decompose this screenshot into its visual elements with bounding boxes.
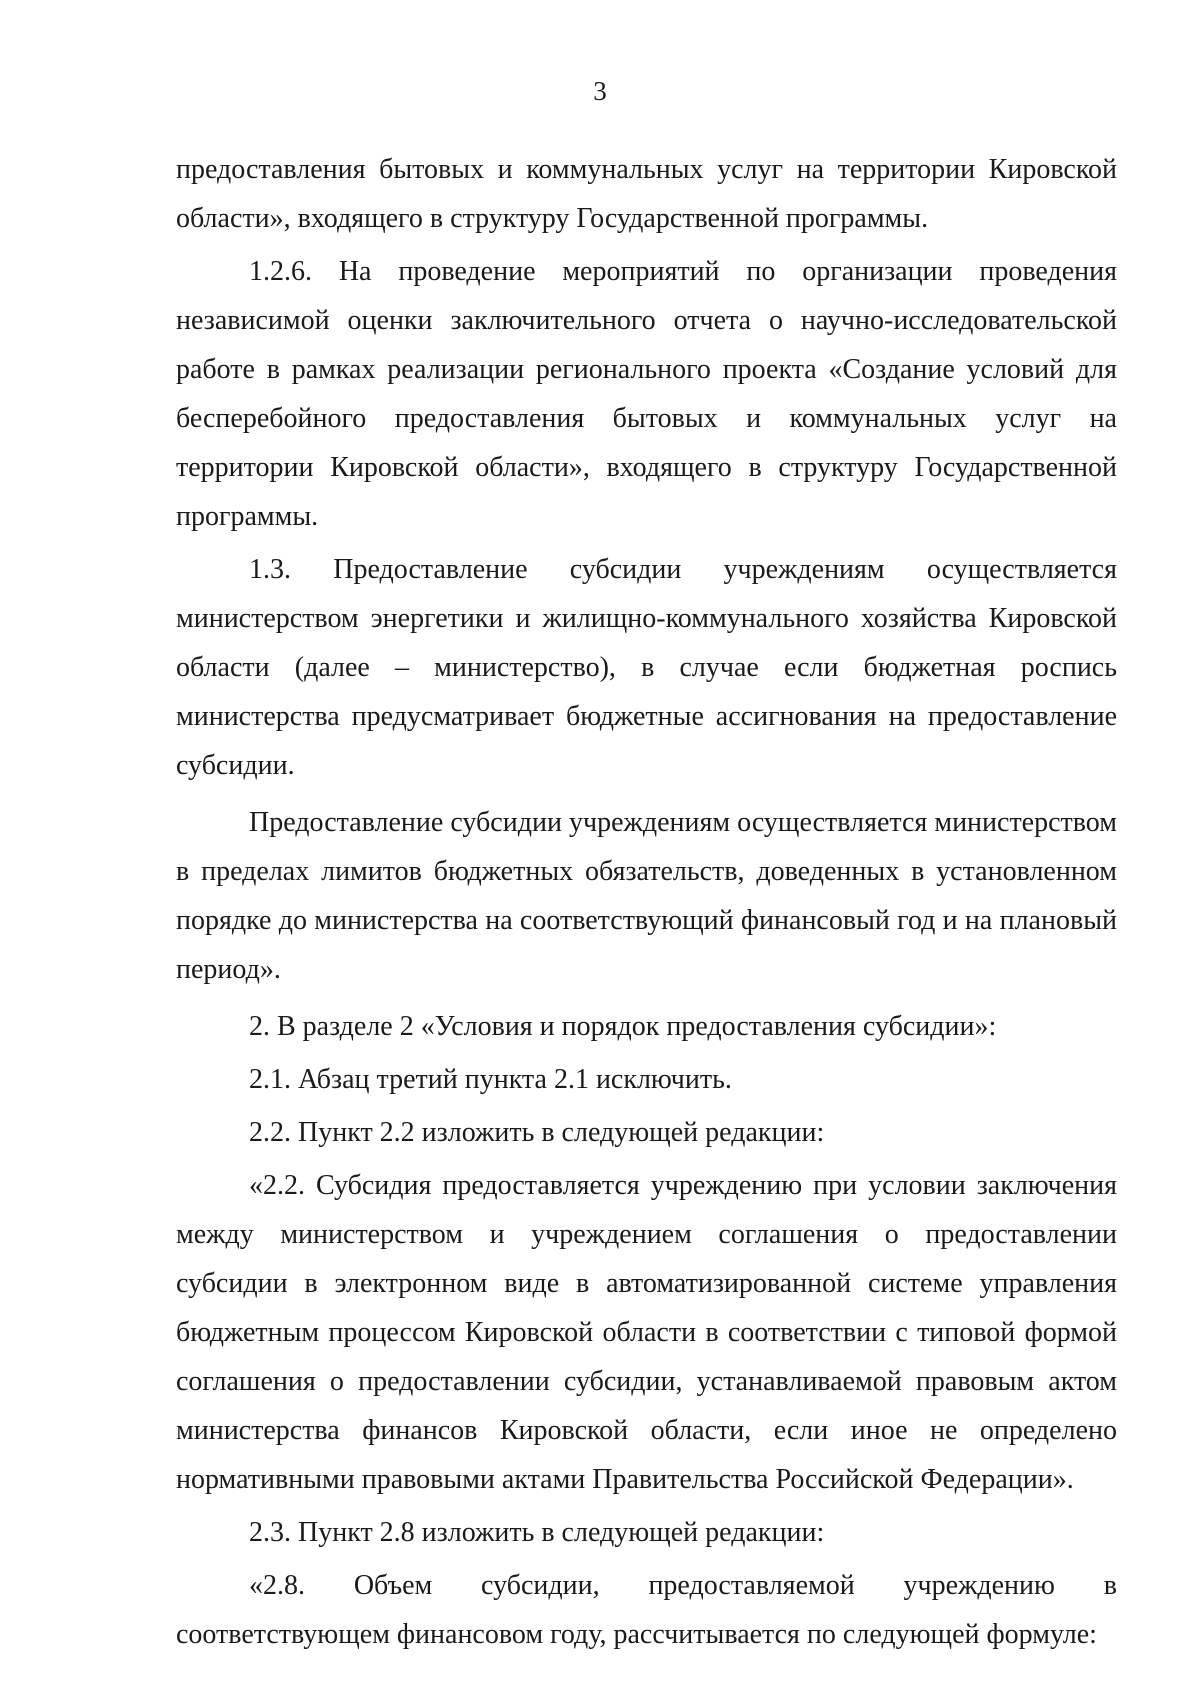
paragraph-1-3: 1.3. Предоставление субсидии учреждениям осуществляется министерством энергетики и жилищно-коммунального хозяйства Кировской области (далее – министерство), в случае если бюджетная роспись министерства предусматривает бюджетные ассигнования на предоставление субсидии. — [176, 554, 1117, 781]
paragraph-1-2-6: 1.2.6. На проведение мероприятий по организации проведения независимой оценки заключительного отчета о научно-исследовательской работе в рамках реализации регионального проекта «Создание условий для бесперебойного предоставления бытовых и коммунальных услуг на территории Кировской области», входящего в структуру Государственной программы. — [176, 256, 1117, 532]
page-number: 3 — [593, 76, 607, 106]
paragraph-2-8-text: «2.8. Объем субсидии, предоставляемой учреждению в соответствующем финансовом году, рассчитывается по следующей формуле: — [176, 1570, 1117, 1650]
paragraph-2-1: 2.1. Абзац третий пункта 2.1 исключить. — [249, 1064, 732, 1095]
paragraph-2-2: 2.2. Пункт 2.2 изложить в следующей редакции: — [249, 1117, 825, 1148]
document-body — [176, 145, 1117, 1659]
paragraph-section-2: 2. В разделе 2 «Условия и порядок предоставления субсидии»: — [249, 1011, 997, 1042]
paragraph-1-3-second: Предоставление субсидии учреждениям осуществляется министерством в пределах лимитов бюджетных обязательств, доведенных в установленном порядке до министерства на соответствующий финансовый год и на плановый период». — [176, 807, 1117, 985]
paragraph-2-3: 2.3. Пункт 2.8 изложить в следующей редакции: — [249, 1517, 825, 1548]
paragraph-continuation: предоставления бытовых и коммунальных услуг на территории Кировской области», входящего в структуру Государственной программы. — [176, 154, 1117, 234]
paragraph-2-2-text: «2.2. Субсидия предоставляется учреждению при условии заключения между министерством и учреждением соглашения о предоставлении субсидии в электронном виде в автоматизированной системе управления бюджетным процессом Кировской области в соответствии с типовой формой соглашения о предоставлении субсидии, устанавливаемой правовым актом министерства финансов Кировской области, если иное не определено нормативными правовыми актами Правительства Российской Федерации». — [176, 1170, 1117, 1495]
